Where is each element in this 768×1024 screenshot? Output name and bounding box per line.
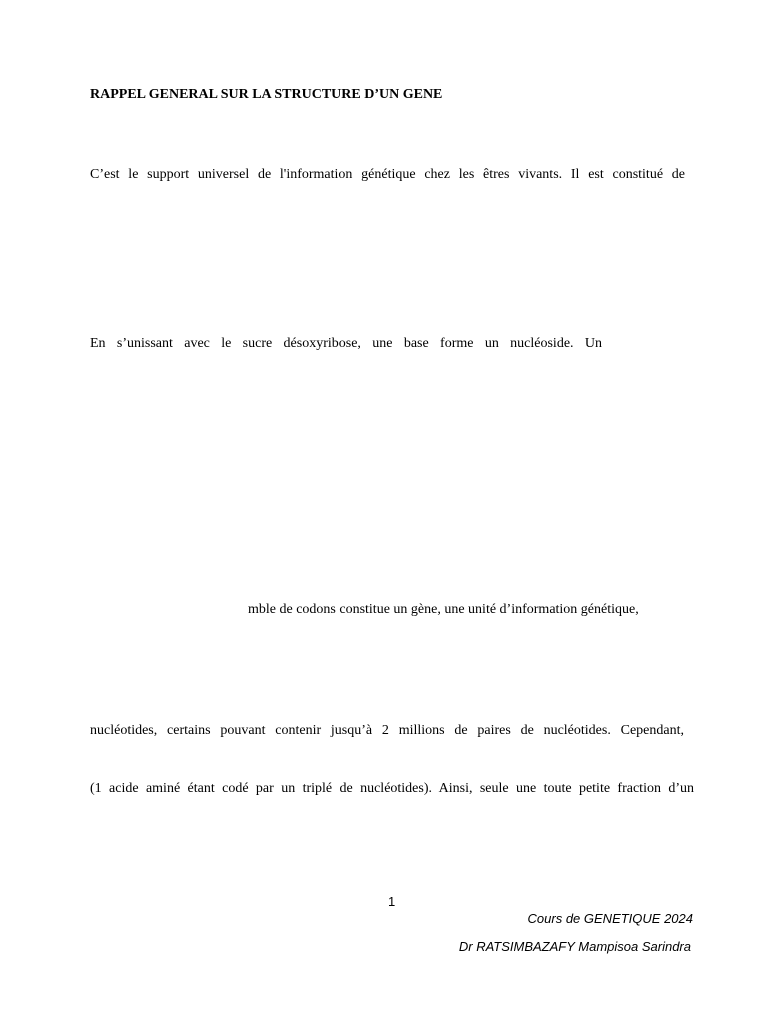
text-line: (1 acide aminé étant codé par un triplé de nucléotides). Ainsi, seule une toute petite fraction d’un: [90, 781, 694, 796]
page-number: 1: [388, 894, 396, 909]
text-line: mble de codons constitue un gène, une unité d’information génétique,: [248, 602, 639, 617]
text-line: C’est le support universel de l'information génétique chez les êtres vivants. Il est constitué de: [90, 167, 685, 182]
text-line: nucléotides, certains pouvant contenir jusqu’à 2 millions de paires de nucléotides. Cependant,: [90, 723, 684, 738]
text-line: En s’unissant avec le sucre désoxyribose, une base forme un nucléoside. Un: [90, 336, 602, 351]
footer-author: Dr RATSIMBAZAFY Mampisoa Sarindra: [458, 939, 691, 954]
document-title: RAPPEL GENERAL SUR LA STRUCTURE D’UN GENE: [90, 87, 443, 102]
footer-course: Cours de GENETIQUE 2024: [527, 911, 693, 926]
